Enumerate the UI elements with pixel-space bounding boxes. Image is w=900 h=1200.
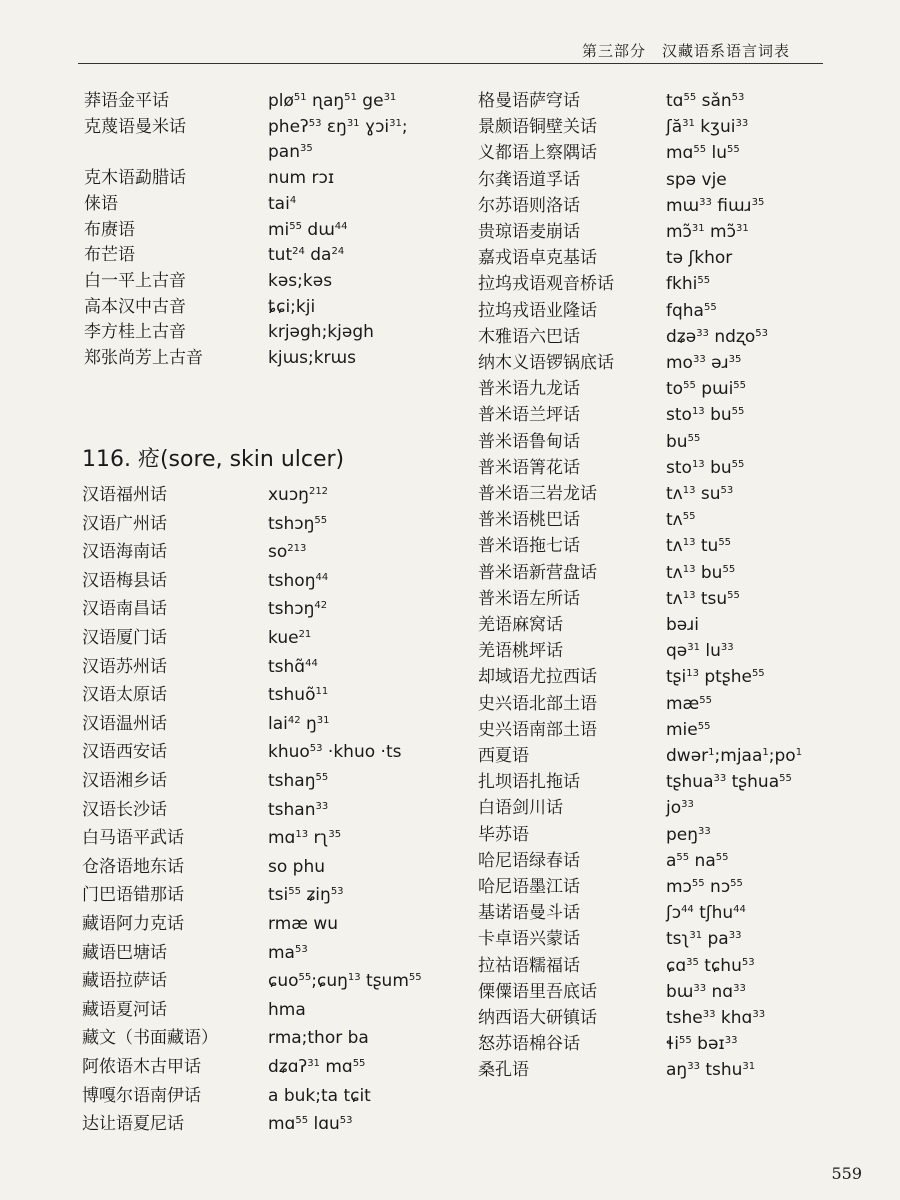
word-form: tʌ$^{13}$ tsu$^{55}$ <box>666 588 740 609</box>
word-form: mɑ$^{55}$ lɑu$^{53}$ <box>268 1114 353 1135</box>
word-form: sto$^{13}$ $bu^{55}$ <box>666 457 745 478</box>
word-form: dʑə$^{33}$ ndʐo$^{53}$ <box>666 326 768 347</box>
language-name: 李方桂上古音 <box>84 322 186 343</box>
language-name: 汉语广州话 <box>82 513 167 534</box>
language-name: 汉语西安话 <box>82 742 167 763</box>
word-form: rma;thor ba <box>268 1028 369 1049</box>
word-form: ȶɕi;kji <box>268 296 316 317</box>
word-form: pan$^{35}$ <box>268 142 313 163</box>
word-form: bəɹi <box>666 615 700 635</box>
word-form: khuo$^{53}$ ·khuo ·ts <box>268 742 402 763</box>
language-name: 木雅语六巴话 <box>478 326 580 347</box>
language-name: 毕苏语 <box>478 824 529 845</box>
language-name: 克木语勐腊话 <box>84 168 186 189</box>
language-name: 普米语三岩龙话 <box>478 484 597 504</box>
language-name: 普米语新营盘话 <box>478 562 597 583</box>
word-form: tʌ$^{13}$ $bu^{55}$ <box>666 562 736 583</box>
word-form: peŋ$^{33}$ <box>666 824 711 845</box>
word-form: so phu <box>268 856 326 877</box>
language-name: 普米语兰坪话 <box>478 405 580 426</box>
language-name: 汉语太原话 <box>82 685 167 706</box>
language-name: 克蔑语曼米话 <box>84 116 186 137</box>
word-form: kue$^{21}$ <box>268 628 312 648</box>
word-form: $dwər^1;mjaa^1;po^1$ <box>666 746 803 766</box>
language-name: 哈尼语绿春话 <box>478 850 580 871</box>
language-name: 普米语箐花话 <box>478 457 580 478</box>
language-name: 汉语福州话 <box>82 485 167 505</box>
word-form: tsʅ$^{31}$ $pa^{33}$ <box>666 929 742 950</box>
word-form: dʑɑʔ$^{31}$ mɑ$^{55}$ <box>268 1057 366 1077</box>
word-form: tshɔŋ$^{42}$ <box>268 599 328 620</box>
word-form: $mo^{33}$ əɹ$^{35}$ <box>666 353 742 373</box>
page-number: 559 <box>831 1164 862 1183</box>
word-form: bɯ$^{33}$ nɑ$^{33}$ <box>666 981 746 1002</box>
word-form: tə ʃkhor <box>666 248 733 269</box>
word-form: ʃɔ$^{44}$ tʃhu$^{44}$ <box>666 903 746 924</box>
language-name: 汉语温州话 <box>82 713 167 734</box>
word-form: tut$^{24}$ $da^{24}$ <box>268 245 345 266</box>
language-name: 史兴语北部土语 <box>478 693 597 714</box>
language-name: 达让语夏尼话 <box>82 1114 184 1135</box>
word-form: fqha$^{55}$ <box>666 300 717 321</box>
word-form: tshoŋ$^{44}$ <box>268 570 329 591</box>
language-name: 普米语左所话 <box>478 588 580 609</box>
word-form: pheʔ$^{53}$ ɛŋ$^{31}$ ɣɔi$^{31}$; <box>268 116 408 137</box>
language-name: 傈僳语里吾底话 <box>478 981 597 1002</box>
word-form: tsi$^{55}$ ʑiŋ$^{53}$ <box>268 885 344 906</box>
word-form: mɑ$^{55}$ $lu^{55}$ <box>666 143 740 164</box>
language-name: 藏语夏河话 <box>82 999 167 1020</box>
word-form: tshuõ$^{11}$ <box>268 685 329 706</box>
word-form: num rɔɪ <box>268 168 335 189</box>
language-name: 普米语桃巴话 <box>478 510 580 531</box>
word-form: tshe$^{33}$ khɑ$^{33}$ <box>666 1008 766 1028</box>
word-form: qə$^{31}$ $lu^{33}$ <box>666 641 734 662</box>
language-name: 扎坝语扎拖话 <box>478 772 580 793</box>
language-name: 博嘎尔语南伊话 <box>82 1085 201 1106</box>
language-name: 普米语拖七话 <box>478 536 580 557</box>
language-name: 西夏语 <box>478 746 529 766</box>
language-name: 普米语鲁甸话 <box>478 431 580 452</box>
language-name: 白一平上古音 <box>84 270 186 291</box>
word-form: $mæ^{55}$ <box>666 693 712 714</box>
word-form: fkhi$^{55}$ <box>666 274 711 295</box>
word-form: tai$^4$ <box>268 193 297 214</box>
language-name: 羌语桃坪话 <box>478 641 563 662</box>
word-form: tshaŋ$^{55}$ <box>268 771 329 791</box>
word-form: ɕuo$^{55}$;ɕuŋ$^{13}$ tʂum$^{55}$ <box>268 971 422 992</box>
language-name: 门巴语错那话 <box>82 885 184 906</box>
language-name: 汉语厦门话 <box>82 628 167 648</box>
word-form: ɕɑ$^{35}$ tɕhu$^{53}$ <box>666 955 755 976</box>
word-form: $ma^{53}$ <box>268 942 308 963</box>
language-name: 汉语南昌话 <box>82 599 167 620</box>
language-name: 藏语拉萨话 <box>82 971 167 992</box>
language-name: 汉语湘乡话 <box>82 771 167 791</box>
language-name: 拉坞戎语观音桥话 <box>478 274 614 295</box>
word-form: spə vje <box>666 169 727 190</box>
language-name: 白语剑川话 <box>478 798 563 819</box>
word-form: ʃă$^{31}$ kʒui$^{33}$ <box>666 117 749 138</box>
word-form: kjɯs;krɯs <box>268 348 356 368</box>
language-name: 仓洛语地东话 <box>82 856 184 877</box>
word-form: hma <box>268 999 306 1020</box>
word-form: mɑ$^{13}$ rʅ$^{35}$ <box>268 828 342 849</box>
word-form: kəs;kəs <box>268 270 333 291</box>
word-form: mɔ$^{55}$ nɔ$^{55}$ <box>666 877 743 897</box>
word-form: tʌ$^{13}$ $su^{53}$ <box>666 484 734 504</box>
language-name: 贵琼语麦崩话 <box>478 222 580 242</box>
language-name: 郑张尚芳上古音 <box>84 348 203 368</box>
word-form: tɑ$^{55}$ sǎn$^{53}$ <box>666 91 745 111</box>
language-name: 藏文（书面藏语） <box>82 1028 218 1049</box>
language-name: 哈尼语墨江话 <box>478 877 580 897</box>
language-name: 却域语尤拉西话 <box>478 667 597 688</box>
word-form: tʂi$^{13}$ ptʂhe$^{55}$ <box>666 667 765 688</box>
language-name: 格曼语萨穹话 <box>478 91 580 111</box>
word-form: tshan$^{33}$ <box>268 799 329 820</box>
word-form: a buk;ta tɕit <box>268 1085 371 1106</box>
language-name: 莽语金平话 <box>84 91 169 111</box>
language-name: 景颇语铜壁关话 <box>478 117 597 138</box>
language-name: 拉坞戎语业隆话 <box>478 300 597 321</box>
language-name: 拉祜语糯福话 <box>478 955 580 976</box>
language-name: 布芒语 <box>84 245 135 266</box>
language-name: 普米语九龙话 <box>478 379 580 400</box>
language-name: 尔龚语道孚话 <box>478 169 580 190</box>
word-form: $mi^{55}$ dɯ$^{44}$ <box>268 219 348 240</box>
word-form: tʌ$^{55}$ <box>666 510 696 531</box>
language-name: 纳西语大研镇话 <box>478 1008 597 1028</box>
language-name: 基诺语曼斗话 <box>478 903 580 924</box>
word-form: mɔ̃$^{31}$ mɔ̃$^{31}$ <box>666 222 749 242</box>
word-form: sto$^{13}$ $bu^{55}$ <box>666 405 745 426</box>
word-form: rmæ wu <box>268 914 339 934</box>
word-form: plø$^{51}$ ɳaŋ$^{51}$ $ge^{31}$ <box>268 91 397 111</box>
language-name: 白马语平武话 <box>82 828 184 849</box>
language-name: 高本汉中古音 <box>84 296 186 317</box>
language-name: 俫语 <box>84 193 118 214</box>
language-name: 义都语上察隅话 <box>478 143 597 164</box>
language-name: 尔苏语则洛话 <box>478 195 580 216</box>
language-name: 藏语巴塘话 <box>82 942 167 963</box>
language-name: 汉语长沙话 <box>82 799 167 820</box>
word-form: tshɔŋ$^{55}$ <box>268 513 328 534</box>
running-head: 第三部分 汉藏语系语言词表 <box>581 42 790 60</box>
language-name: 汉语苏州话 <box>82 656 167 677</box>
language-name: 嘉戎语卓克基话 <box>478 248 597 269</box>
word-form: $bu^{55}$ <box>666 431 701 452</box>
language-name: 桑孔语 <box>478 1060 529 1081</box>
language-name: 羌语麻窝话 <box>478 615 563 635</box>
language-name: 纳木义语锣锅底话 <box>478 353 614 373</box>
language-name: 汉语梅县话 <box>82 570 167 591</box>
language-name: 汉语海南话 <box>82 542 167 563</box>
section-title: 116. 疮(sore, skin ulcer) <box>82 447 345 472</box>
word-form: $to^{55}$ pɯi$^{55}$ <box>666 379 747 400</box>
word-form: tʌ$^{13}$ $tu^{55}$ <box>666 536 732 557</box>
word-form: $jo^{33}$ <box>666 798 694 819</box>
word-form: xuɔŋ$^{212}$ <box>268 485 329 505</box>
language-name: 怒苏语棉谷话 <box>478 1034 580 1055</box>
word-form: tshɑ̃$^{44}$ <box>268 656 318 677</box>
language-name: 卡卓语兴蒙话 <box>478 929 580 950</box>
word-form: $so^{213}$ <box>268 542 307 563</box>
word-form: krjəgh;kjəgh <box>268 322 374 343</box>
word-form: $aŋ^{33}$ tshu$^{31}$ <box>666 1060 756 1081</box>
language-name: 阿侬语木古甲话 <box>82 1057 201 1077</box>
word-form: $a^{55}$ $na^{55}$ <box>666 850 729 871</box>
word-form: mie$^{55}$ <box>666 719 711 740</box>
word-form: tʂhua$^{33}$ tʂhua$^{55}$ <box>666 772 792 793</box>
word-form: mɯ$^{33}$ fiɯɹ$^{35}$ <box>666 195 765 216</box>
language-name: 史兴语南部土语 <box>478 719 597 740</box>
language-name: 布赓语 <box>84 219 135 240</box>
language-name: 藏语阿力克话 <box>82 914 184 934</box>
word-form: lai$^{42}$ $ŋ^{31}$ <box>268 713 330 734</box>
header-rule <box>78 63 823 64</box>
word-form: ɬi$^{55}$ bəɪ$^{33}$ <box>666 1034 738 1055</box>
